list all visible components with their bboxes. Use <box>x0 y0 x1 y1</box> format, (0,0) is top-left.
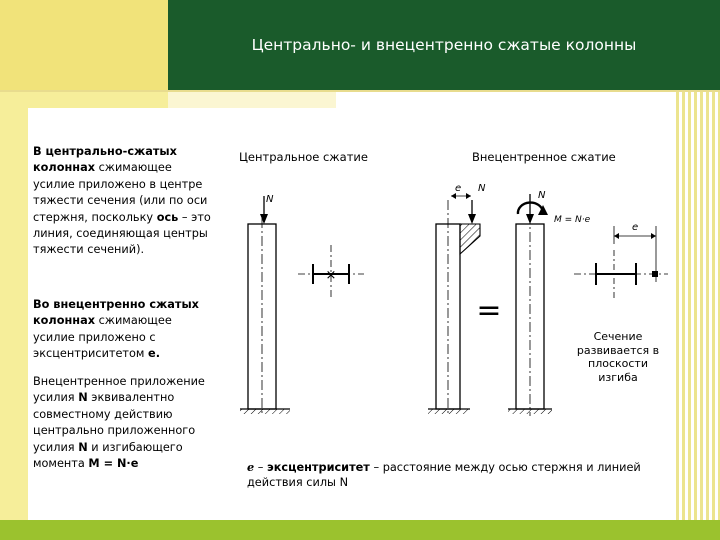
term-eccentricity: эксцентриситет <box>267 461 370 474</box>
term-axis: ось <box>156 210 179 224</box>
eccentricity-definition <box>247 460 687 490</box>
text-span: – это линия, соединяющая центры тяжести сечений). <box>33 210 211 257</box>
equals-sign: = <box>476 293 502 328</box>
text-span: сжимающее усилие приложено в центре тяжести сечения (или по оси стержня, поскольку <box>33 161 208 224</box>
heading-eccentric-compression: Внецентренное сжатие <box>472 150 616 164</box>
term-n: N <box>78 391 88 405</box>
text-span: и изгибающего момента <box>33 440 183 471</box>
eccentricity-label: e <box>632 222 639 233</box>
heading-central-compression: Центральное сжатие <box>239 150 368 164</box>
term-eccentric-columns: Во внецентренно сжатых колоннах <box>33 298 199 328</box>
slide-title: Центрально- и внецентренно сжатые колонны <box>251 36 637 54</box>
text-span: – <box>254 461 268 474</box>
force-label-n: N <box>538 190 546 201</box>
cross-section-eccentric <box>574 222 668 300</box>
section-note: Сечение развивается в плоскости изгиба <box>576 330 660 384</box>
text-span: эквивалентно совместному действию центрально приложенного усилия <box>33 391 196 454</box>
cross-section-central <box>298 245 364 300</box>
moment-label: M = N·e <box>554 215 591 225</box>
text-span: Внецентренное приложение усилия <box>33 375 205 405</box>
text-span: – расстояние между осью стержня и линией действия силы N <box>247 461 641 489</box>
force-label-n: N <box>266 194 274 205</box>
section-center-mark: × <box>325 268 337 283</box>
force-label-n: N <box>478 183 486 194</box>
eccentricity-label: e <box>455 183 462 194</box>
term-e: е. <box>148 347 161 361</box>
term-moment-formula: M = N·e <box>88 457 139 471</box>
eccentricity-symbol: е <box>247 460 255 474</box>
term-central-columns: В центрально-сжатых колоннах <box>33 145 177 175</box>
column-central <box>240 194 290 416</box>
text-span: сжимающее усилие приложено с эксцентриситетом <box>33 314 172 361</box>
term-n: N <box>78 440 88 454</box>
